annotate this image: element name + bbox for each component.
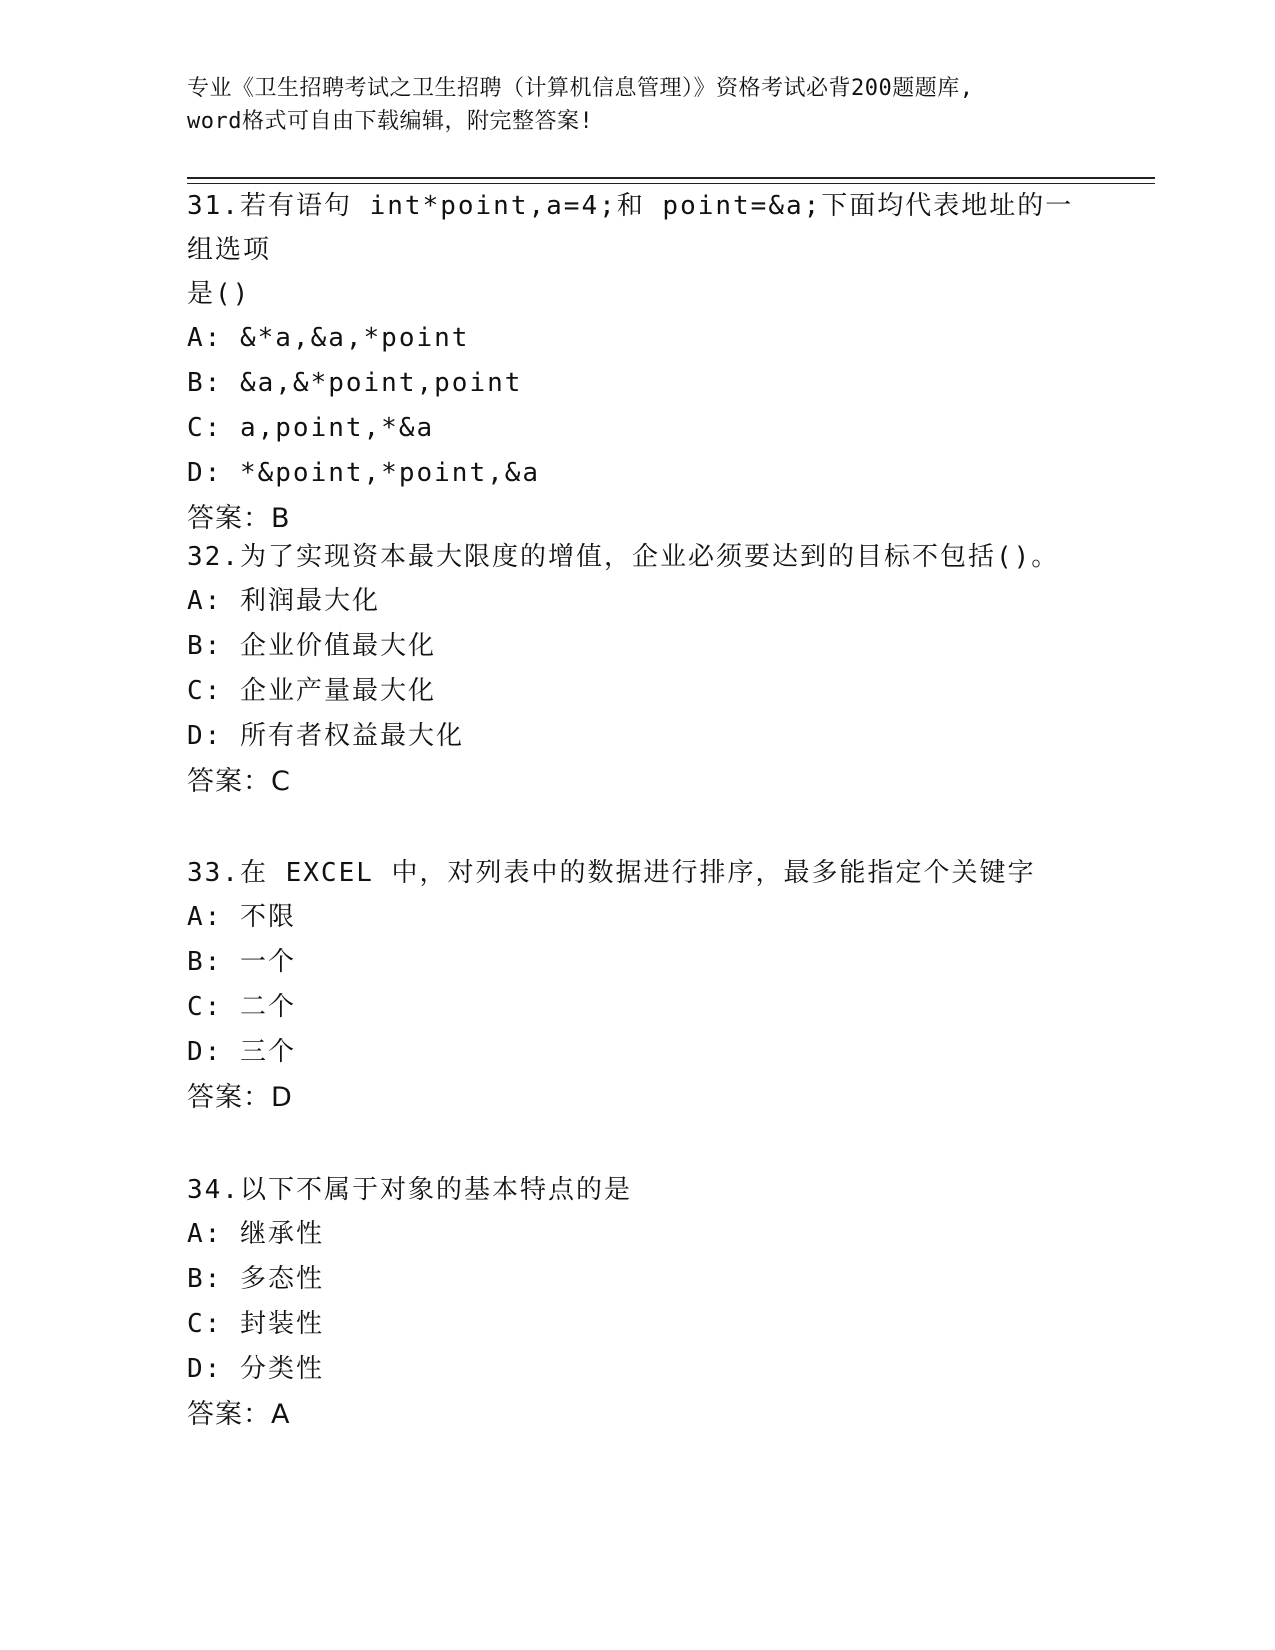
- option-a: A: &*a,&a,*point: [187, 323, 470, 353]
- question-31: [187, 184, 1087, 541]
- header-line-1: 专业《卫生招聘考试之卫生招聘（计算机信息管理）》资格考试必背200题题库,: [187, 76, 974, 101]
- option-b: B: 多态性: [187, 1264, 324, 1294]
- option-d: D: 三个: [187, 1037, 296, 1067]
- question-stem: 32.为了实现资本最大限度的增值，企业必须要达到的目标不包括()。: [187, 542, 1060, 572]
- question-stem-continued: 是(): [187, 279, 251, 309]
- option-c: C: 企业产量最大化: [187, 676, 436, 706]
- answer: 答案：C: [187, 766, 291, 797]
- option-c: C: 封装性: [187, 1309, 324, 1339]
- option-c: C: a,point,*&a: [187, 413, 435, 443]
- option-a: A: 利润最大化: [187, 586, 380, 616]
- answer: 答案：D: [187, 1082, 293, 1113]
- question-34: [187, 1168, 1087, 1437]
- option-b: B: 一个: [187, 947, 296, 977]
- option-d: D: 分类性: [187, 1354, 324, 1384]
- option-b: B: 企业价值最大化: [187, 631, 436, 661]
- question-stem: 34.以下不属于对象的基本特点的是: [187, 1175, 632, 1205]
- question-32: [187, 535, 1087, 804]
- document-header: [187, 72, 1087, 138]
- option-b: B: &a,&*point,point: [187, 368, 523, 398]
- header-line-2: word格式可自由下载编辑，附完整答案!: [187, 109, 594, 134]
- option-d: D: *&point,*point,&a: [187, 458, 541, 488]
- option-a: A: 不限: [187, 902, 296, 932]
- answer: 答案：A: [187, 1399, 291, 1430]
- option-c: C: 二个: [187, 992, 296, 1022]
- option-a: A: 继承性: [187, 1219, 324, 1249]
- header-divider-thick: [187, 177, 1155, 179]
- question-33: [187, 851, 1087, 1120]
- question-stem: 33.在 EXCEL 中，对列表中的数据进行排序，最多能指定个关键字: [187, 858, 1036, 888]
- question-stem: 31.若有语句 int*point,a=4;和 point=&a;下面均代表地址的一组选项: [187, 191, 1074, 265]
- answer: 答案：B: [187, 503, 291, 534]
- option-d: D: 所有者权益最大化: [187, 721, 464, 751]
